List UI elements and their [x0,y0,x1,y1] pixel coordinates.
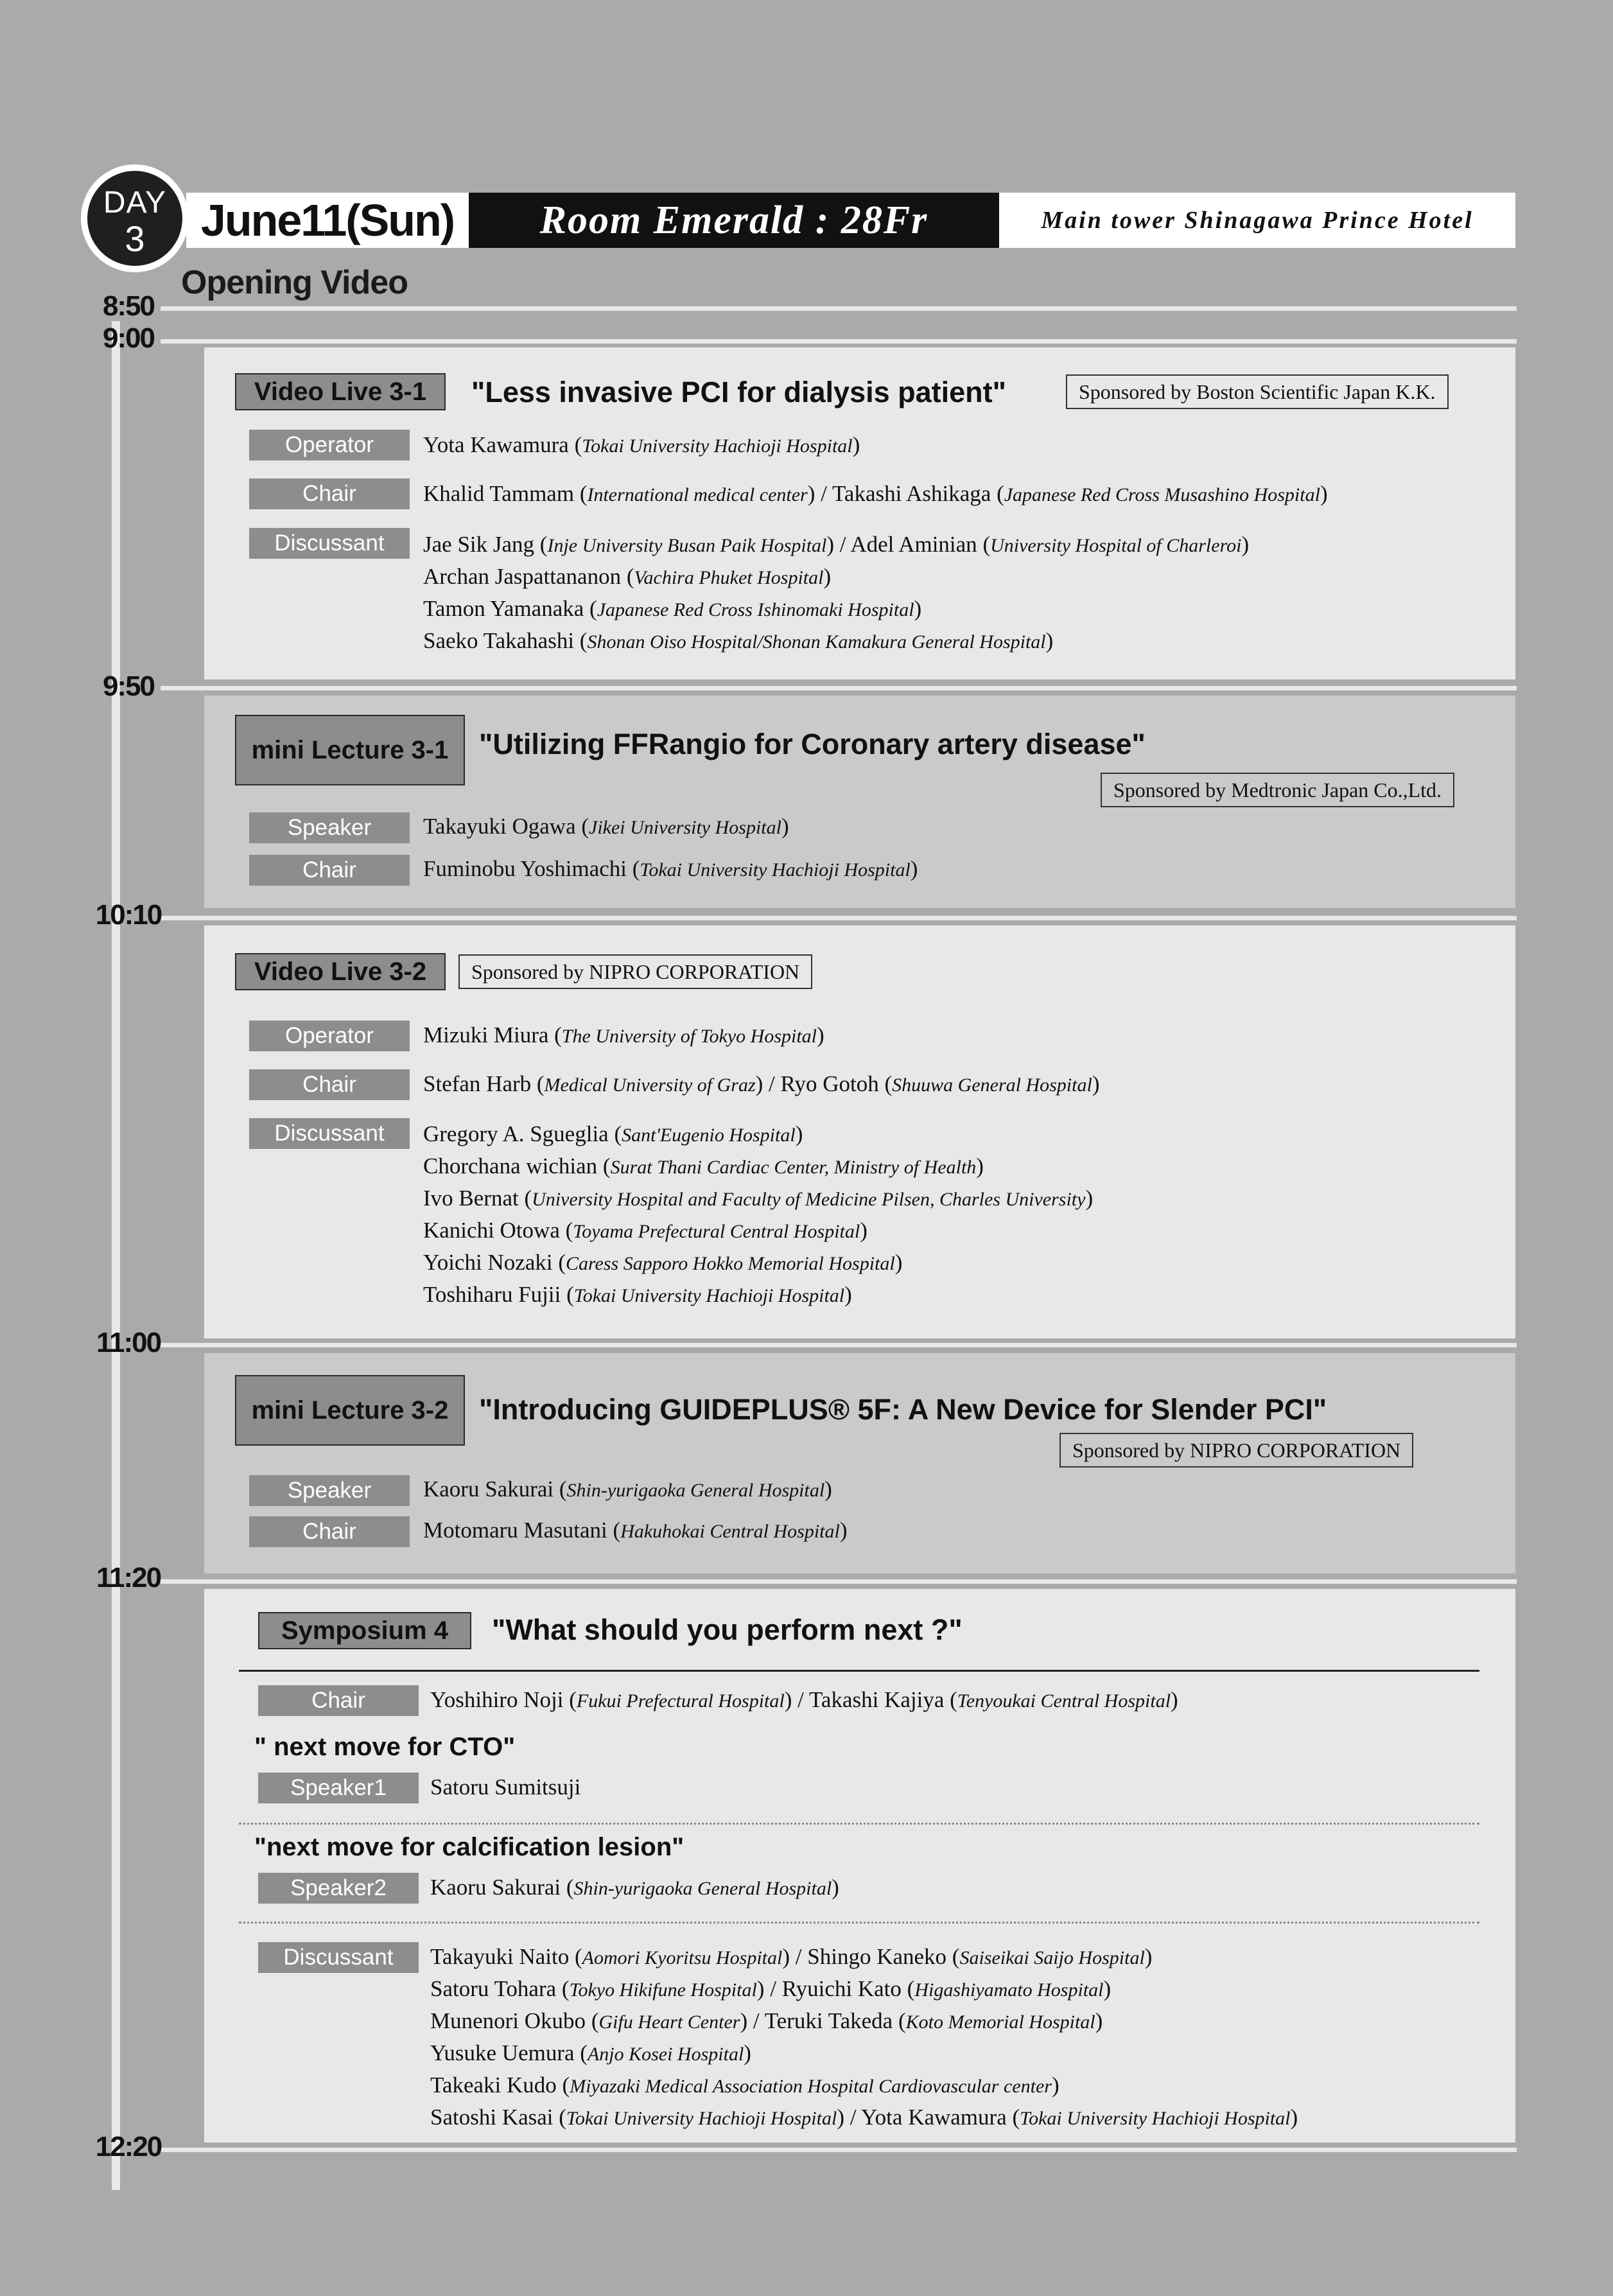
divider [239,1670,1479,1672]
chair-line: Fuminobu Yoshimachi (Tokai University Hachioji Hospital) [423,856,918,881]
sponsor-box: Sponsored by Medtronic Japan Co.,Ltd. [1101,773,1454,807]
role-operator: Operator [249,1021,410,1051]
dotted-divider [239,1823,1479,1825]
timeline-divider [161,1343,1517,1347]
role-discussant: Discussant [258,1942,419,1973]
role-speaker2: Speaker2 [258,1873,419,1904]
timeline-divider [161,916,1517,920]
role-discussant: Discussant [249,1118,410,1149]
session-title: "Introducing GUIDEPLUS® 5F: A New Device for Slender PCI" [479,1393,1327,1426]
timeline-divider [161,339,1517,344]
discussant-line: Satoru Tohara (Tokyo Hikifune Hospital) / Ryuichi Kato (Higashiyamato Hospital) [430,1976,1112,2001]
day-label: DAY [103,186,167,220]
discussant-line: Toshiharu Fujii (Tokai University Hachioji Hospital) [423,1282,852,1307]
chair-line: Stefan Harb (Medical University of Graz) / Ryo Gotoh (Shuuwa General Hospital) [423,1071,1100,1096]
session-mini-lecture-3-2 [204,1353,1515,1573]
discussant-line: Jae Sik Jang (Inje University Busan Paik Hospital) / Adel Aminian (University Hospital of Charleroi) [423,532,1250,557]
session-title: "What should you perform next ?" [492,1613,963,1646]
session-symposium-4 [204,1589,1515,2143]
sponsor-box: Sponsored by NIPRO CORPORATION [458,954,812,989]
time-label: 10:10 [95,899,162,931]
discussant-line: Chorchana wichian (Surat Thani Cardiac Center, Ministry of Health) [423,1153,984,1179]
session-label: mini Lecture 3-2 [235,1375,465,1446]
discussant-line: Saeko Takahashi (Shonan Oiso Hospital/Shonan Kamakura General Hospital) [423,628,1054,653]
timeline-divider [161,2148,1517,2152]
discussant-line: Munenori Okubo (Gifu Heart Center) / Teruki Takeda (Koto Memorial Hospital) [430,2008,1103,2033]
discussant-line: Kanichi Otowa (Toyama Prefectural Central Hospital) [423,1218,868,1243]
discussant-line: Takeaki Kudo (Miyazaki Medical Association Hospital Cardiovascular center) [430,2073,1059,2098]
day-number: 3 [125,218,145,259]
header-venue: Main tower Shinagawa Prince Hotel [999,193,1515,248]
operator-line: Yota Kawamura (Tokai University Hachioji Hospital) [423,432,860,457]
time-label: 11:20 [96,1562,161,1593]
discussant-line: Yoichi Nozaki (Caress Sapporo Hokko Memorial Hospital) [423,1250,903,1275]
discussant-line: Takayuki Naito (Aomori Kyoritsu Hospital) / Shingo Kaneko (Saiseikai Saijo Hospital) [430,1944,1153,1969]
role-operator: Operator [249,430,410,460]
operator-line: Mizuki Miura (The University of Tokyo Hospital) [423,1022,824,1047]
role-chair: Chair [249,1069,410,1100]
session-label: Video Live 3-2 [235,953,446,990]
session-video-live-3-2 [204,925,1515,1338]
timeline-divider [161,1579,1517,1584]
role-chair: Chair [249,855,410,886]
time-label: 8:50 [102,290,155,322]
role-discussant: Discussant [249,528,410,559]
discussant-line: Gregory A. Sgueglia (Sant'Eugenio Hospital) [423,1121,803,1146]
dotted-divider [239,1922,1479,1924]
role-chair: Chair [249,478,410,509]
timeline-vertical-line [112,321,120,2190]
session-label: Symposium 4 [258,1612,471,1649]
opening-video-label: Opening Video [181,264,408,301]
role-chair: Chair [249,1516,410,1547]
session-label: Video Live 3-1 [235,373,446,410]
chair-line: Motomaru Masutani (Hakuhokai Central Hospital) [423,1518,848,1543]
header-date: June11(Sun) [186,193,469,248]
role-speaker: Speaker [249,812,410,843]
time-label: 9:50 [102,670,155,702]
topic-title: " next move for CTO" [254,1733,516,1761]
time-label: 12:20 [95,2131,162,2162]
sponsor-box: Sponsored by NIPRO CORPORATION [1059,1433,1413,1468]
sponsor-box: Sponsored by Boston Scientific Japan K.K. [1066,374,1449,409]
session-video-live-3-1 [204,347,1515,679]
session-mini-lecture-3-1 [204,696,1515,908]
speaker-line: Kaoru Sakurai (Shin-yurigaoka General Hospital) [423,1477,832,1502]
timeline-divider [161,306,1517,311]
timeline-divider [161,686,1517,690]
discussant-line: Yusuke Uemura (Anjo Kosei Hospital) [430,2040,751,2065]
time-label: 9:00 [102,322,155,354]
session-label: mini Lecture 3-1 [235,715,465,785]
speaker-line: Takayuki Ogawa (Jikei University Hospital) [423,814,789,839]
discussant-line: Archan Jaspattananon (Vachira Phuket Hospital) [423,564,832,589]
role-speaker1: Speaker1 [258,1773,419,1803]
session-title: "Utilizing FFRangio for Coronary artery disease" [479,728,1146,760]
speaker-line: Satoru Sumitsuji [430,1775,581,1800]
role-chair: Chair [258,1685,419,1716]
discussant-line: Satoshi Kasai (Tokai University Hachioji Hospital) / Yota Kawamura (Tokai University Hachioji Hospital) [430,2105,1298,2130]
discussant-line: Ivo Bernat (University Hospital and Faculty of Medicine Pilsen, Charles University) [423,1186,1094,1211]
session-title: "Less invasive PCI for dialysis patient" [471,376,1006,408]
header-room: Room Emerald : 28Fr [469,193,999,248]
topic-title: "next move for calcification lesion" [254,1833,684,1861]
chair-line: Khalid Tammam (International medical center) / Takashi Ashikaga (Japanese Red Cross Musashino Hospital) [423,481,1328,506]
speaker-line: Kaoru Sakurai (Shin-yurigaoka General Hospital) [430,1875,839,1900]
role-speaker: Speaker [249,1475,410,1506]
chair-line: Yoshihiro Noji (Fukui Prefectural Hospital) / Takashi Kajiya (Tenyoukai Central Hospital) [430,1687,1178,1712]
day-badge [81,164,189,272]
discussant-line: Tamon Yamanaka (Japanese Red Cross Ishinomaki Hospital) [423,596,922,621]
time-label: 11:00 [96,1327,161,1358]
